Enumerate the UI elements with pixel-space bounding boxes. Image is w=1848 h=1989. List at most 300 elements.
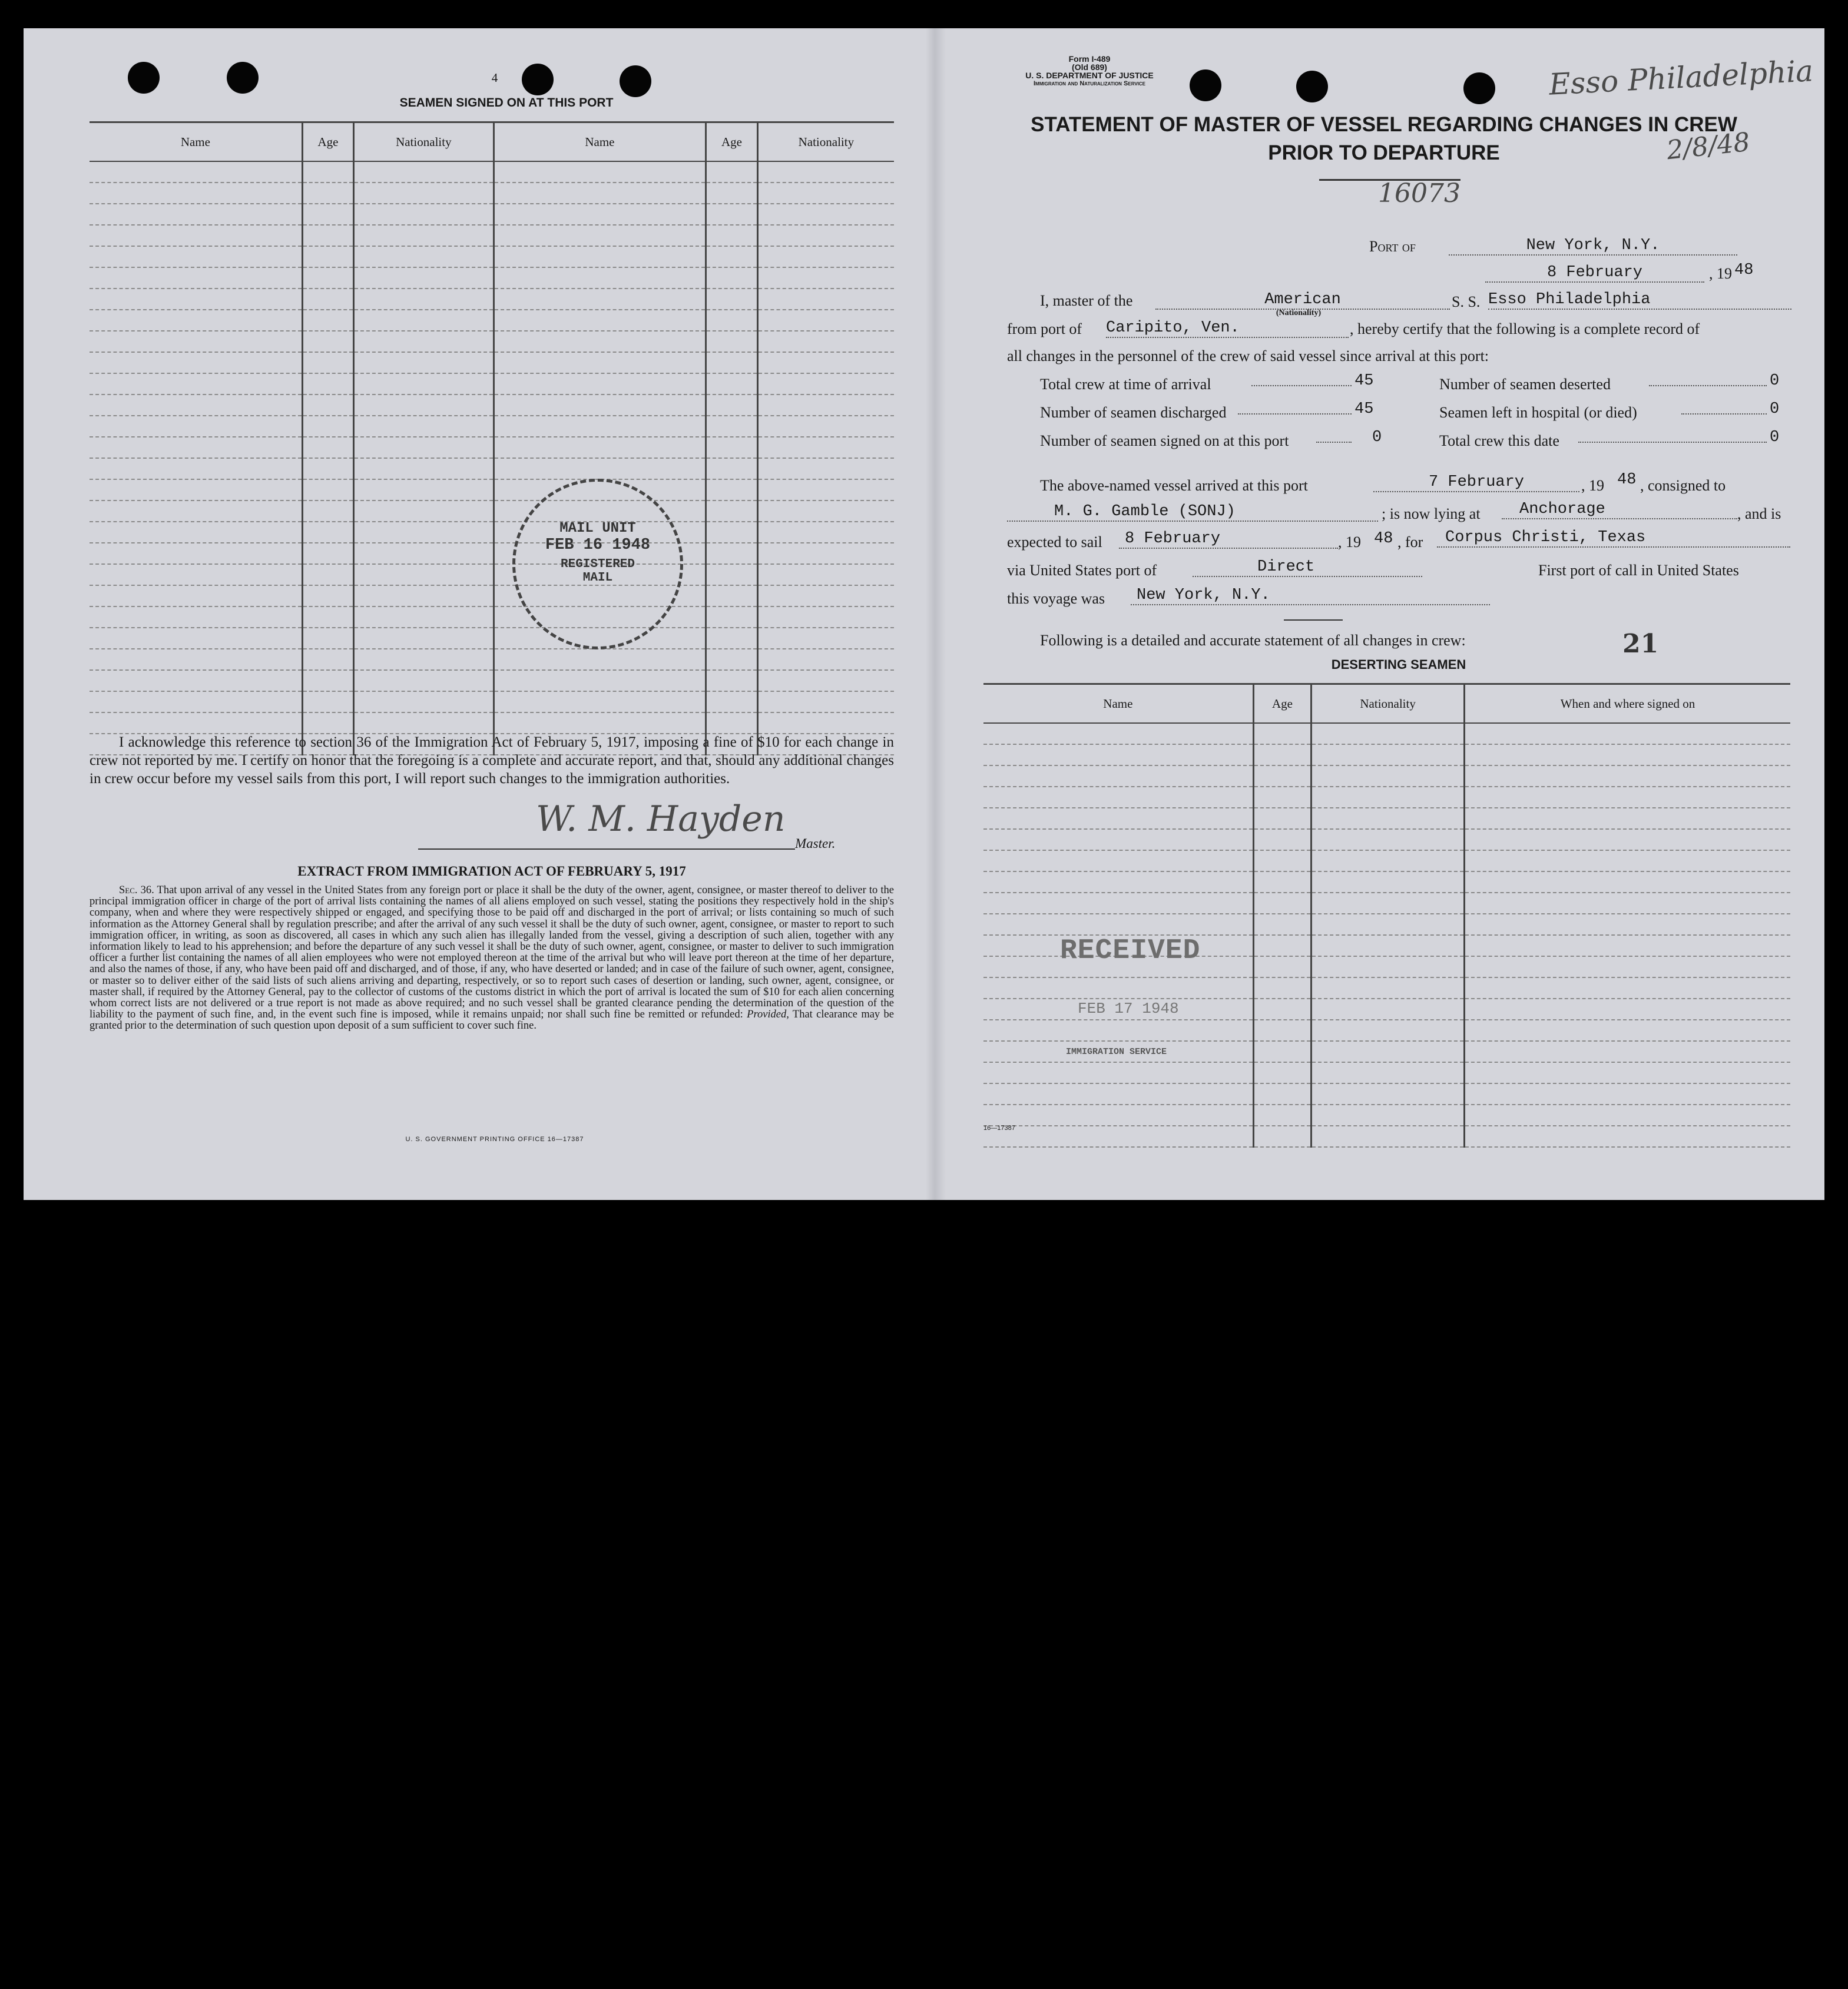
expected-year: 48 [1374, 530, 1393, 548]
table-cell [354, 543, 494, 564]
table-cell [757, 373, 894, 395]
table-cell [90, 204, 302, 225]
table-cell [757, 289, 894, 310]
table-row [983, 1062, 1790, 1083]
table-cell [706, 564, 757, 585]
acknowledgement-paragraph: I acknowledge this reference to section 36 of the Immigration Act of February 5, 1917, imposing a fine of $10 for each change in crew not reported by me. I certify on honor that the foregoing is a complete and accurate report, and that, should any additional changes in crew occur before my vessel sails from this port, I will report such changes to the immigration authorities. [90, 734, 894, 787]
table-cell [354, 225, 494, 246]
table-row [90, 606, 894, 628]
form-old: (Old 689) [1072, 62, 1107, 72]
table-cell [354, 204, 494, 225]
first-port-label: First port of call in United States [1538, 562, 1739, 579]
table-cell [354, 670, 494, 691]
table-cell [1312, 1105, 1465, 1126]
table-cell [757, 649, 894, 670]
table-row [983, 893, 1790, 914]
table-cell [983, 1083, 1253, 1105]
table-cell [1464, 808, 1790, 829]
total-crew-arrival-value: 45 [1354, 372, 1374, 390]
table-cell [706, 289, 757, 310]
extract-title: EXTRACT FROM IMMIGRATION ACT OF FEBRUARY 5, 1917 [297, 864, 686, 879]
hospital-value: 0 [1770, 400, 1780, 418]
table-cell [494, 373, 706, 395]
table-cell [90, 437, 302, 458]
punch-hole [522, 64, 554, 95]
table-cell [757, 204, 894, 225]
table-cell [494, 183, 706, 204]
table-cell [302, 331, 353, 352]
table-cell [302, 310, 353, 331]
table-cell [302, 204, 353, 225]
table-cell [1464, 893, 1790, 914]
table-cell [90, 246, 302, 267]
table-cell [757, 416, 894, 437]
section-title: SEAMEN SIGNED ON AT THIS PORT [399, 96, 614, 110]
table-cell [90, 628, 302, 649]
table-cell [354, 395, 494, 416]
table-cell [1312, 1062, 1465, 1083]
table-cell [90, 479, 302, 500]
table-row [90, 649, 894, 670]
table-cell [1253, 1062, 1312, 1083]
extract-text [90, 885, 894, 1032]
department-name: U. S. DEPARTMENT OF JUSTICE [1025, 71, 1154, 80]
table-cell [90, 606, 302, 628]
table-cell [706, 712, 757, 734]
column-header: Age [1253, 684, 1312, 724]
table-cell [354, 246, 494, 267]
form-header [1001, 55, 1178, 88]
table-row [983, 765, 1790, 787]
table-cell [494, 416, 706, 437]
vessel-name-value: Esso Philadelphia [1488, 291, 1791, 310]
table-cell [90, 416, 302, 437]
table-cell [1253, 977, 1312, 999]
table-cell [757, 628, 894, 649]
table-cell [706, 161, 757, 183]
table-row [983, 1126, 1790, 1147]
punch-hole [620, 65, 651, 97]
table-cell [302, 458, 353, 479]
table-cell [494, 691, 706, 712]
table-row [90, 331, 894, 352]
service-name: Immigration and Naturalization Service [1033, 80, 1145, 87]
table-cell [757, 246, 894, 267]
printing-office-note: U. S. GOVERNMENT PRINTING OFFICE 16—17387 [405, 1136, 584, 1143]
port-value: New York, N.Y. [1449, 237, 1737, 256]
table-row [983, 977, 1790, 999]
column-header: Nationality [757, 122, 894, 162]
column-header: Name [983, 684, 1253, 724]
total-crew-date-label: Total crew this date [1439, 432, 1559, 449]
stamp-date: FEB 16 1948 [545, 536, 651, 554]
table-cell [302, 628, 353, 649]
table-cell [302, 352, 353, 373]
table-cell [706, 373, 757, 395]
table-row [90, 246, 894, 267]
table-row [90, 543, 894, 564]
short-rule [1284, 619, 1343, 621]
leader-dots [1238, 413, 1352, 415]
stamp-text: MAIL UNIT [559, 521, 636, 536]
signed-on-value: 0 [1372, 429, 1382, 446]
received-stamp: RECEIVED [1060, 935, 1201, 967]
master-signature: W. M. Hayden [536, 798, 786, 840]
table-row [90, 500, 894, 522]
table-row [90, 267, 894, 289]
table-cell [706, 267, 757, 289]
table-cell [354, 522, 494, 543]
signed-on-label: Number of seamen signed on at this port [1040, 432, 1289, 449]
table-row [983, 1083, 1790, 1105]
table-cell [302, 712, 353, 734]
table-cell [757, 310, 894, 331]
table-cell [494, 712, 706, 734]
table-cell [354, 183, 494, 204]
expected-label: expected to sail [1007, 533, 1102, 551]
column-header: When and where signed on [1464, 684, 1790, 724]
leader-dots [1578, 442, 1767, 443]
table-cell [494, 246, 706, 267]
total-crew-date-value: 0 [1770, 429, 1780, 446]
table-cell [1312, 871, 1465, 893]
table-row [90, 712, 894, 734]
table-cell [1312, 744, 1465, 765]
table-cell [302, 691, 353, 712]
table-cell [494, 331, 706, 352]
table-cell [706, 225, 757, 246]
table-cell [983, 850, 1253, 871]
table-cell [757, 225, 894, 246]
printing-code: 16—17387 [983, 1125, 1015, 1132]
table-cell [706, 585, 757, 606]
deserting-seamen-title: DESERTING SEAMEN [1331, 657, 1466, 672]
table-cell [494, 310, 706, 331]
table-cell [757, 712, 894, 734]
table-cell [706, 522, 757, 543]
table-cell [90, 395, 302, 416]
table-cell [302, 437, 353, 458]
table-cell [302, 373, 353, 395]
nationality-value: American [1155, 291, 1450, 310]
table-cell [90, 500, 302, 522]
table-cell [90, 458, 302, 479]
table-cell [494, 289, 706, 310]
column-header: Nationality [354, 122, 494, 162]
table-cell [494, 161, 706, 183]
table-cell [706, 352, 757, 373]
table-cell [1464, 1083, 1790, 1105]
table-cell [757, 161, 894, 183]
table-cell [706, 649, 757, 670]
table-cell [302, 500, 353, 522]
table-row [90, 479, 894, 500]
table-row [90, 585, 894, 606]
table-cell [90, 331, 302, 352]
form-number: Form I-489 [1068, 54, 1111, 64]
table-cell [354, 458, 494, 479]
table-cell [757, 691, 894, 712]
table-cell [90, 543, 302, 564]
signature-line [418, 848, 795, 850]
table-cell [302, 543, 353, 564]
following-text: Following is a detailed and accurate statement of all changes in crew: [1040, 632, 1466, 649]
table-cell [983, 808, 1253, 829]
table-cell [90, 183, 302, 204]
table-cell [494, 225, 706, 246]
from-port-value: Caripito, Ven. [1106, 319, 1349, 338]
expected-year-prefix: , 19 [1338, 533, 1361, 551]
document-sheet [24, 28, 1824, 1200]
certify-text-continued: all changes in the personnel of the crew of said vessel since arrival at this port: [1007, 347, 1489, 364]
table-cell [983, 765, 1253, 787]
table-cell [1464, 1020, 1790, 1041]
table-cell [1464, 1041, 1790, 1062]
table-cell [302, 161, 353, 183]
consigned-label: , consigned to [1640, 477, 1726, 494]
table-cell [1464, 1105, 1790, 1126]
table-cell [302, 606, 353, 628]
table-cell [1253, 1041, 1312, 1062]
this-voyage-label: this voyage was [1007, 590, 1105, 607]
table-cell [302, 479, 353, 500]
table-row [983, 850, 1790, 871]
leader-dots [1316, 442, 1352, 443]
lying-value: Anchorage [1502, 500, 1737, 519]
table-cell [354, 479, 494, 500]
table-cell [354, 352, 494, 373]
via-value: Direct [1193, 558, 1422, 577]
table-cell [1464, 723, 1790, 744]
table-cell [90, 267, 302, 289]
punch-hole [128, 62, 160, 94]
table-cell [983, 977, 1253, 999]
table-cell [706, 246, 757, 267]
table-cell [1312, 956, 1465, 977]
table-row [90, 289, 894, 310]
received-stamp-sub: IMMIGRATION SERVICE [1066, 1047, 1167, 1057]
table-cell [757, 395, 894, 416]
table-row [983, 744, 1790, 765]
table-row [983, 829, 1790, 850]
punch-hole [1296, 71, 1328, 102]
via-label: via United States port of [1007, 562, 1157, 579]
table-cell [354, 437, 494, 458]
column-header: Nationality [1312, 684, 1465, 724]
table-cell [983, 871, 1253, 893]
discharged-label: Number of seamen discharged [1040, 404, 1227, 421]
table-cell [302, 289, 353, 310]
table-cell [90, 352, 302, 373]
expected-value: 8 February [1119, 530, 1338, 549]
punch-hole [227, 62, 259, 94]
title-line-1: STATEMENT OF MASTER OF VESSEL REGARDING CHANGES IN CREW [1031, 113, 1737, 136]
discharged-value: 45 [1354, 400, 1374, 418]
deserting-seamen-table [983, 683, 1790, 1148]
table-cell [706, 628, 757, 649]
table-row [90, 691, 894, 712]
for-label: , for [1397, 533, 1423, 551]
and-is-text: , and is [1737, 505, 1781, 522]
table-cell [1464, 1062, 1790, 1083]
table-cell [1312, 1020, 1465, 1041]
table-cell [757, 670, 894, 691]
stamp-text: REGISTERED [560, 558, 635, 571]
table-cell [757, 500, 894, 522]
table-cell [983, 914, 1253, 935]
table-cell [1312, 935, 1465, 956]
table-cell [1312, 893, 1465, 914]
year-value: 48 [1734, 261, 1754, 279]
table-cell [1312, 999, 1465, 1020]
table-cell [1253, 1105, 1312, 1126]
table-cell [983, 1062, 1253, 1083]
table-cell [757, 437, 894, 458]
table-cell [494, 437, 706, 458]
table-cell [1312, 914, 1465, 935]
table-cell [354, 416, 494, 437]
table-cell [1464, 977, 1790, 999]
table-cell [757, 543, 894, 564]
table-cell [1312, 829, 1465, 850]
table-cell [90, 289, 302, 310]
page-number: 4 [491, 71, 498, 85]
table-cell [706, 691, 757, 712]
table-cell [706, 395, 757, 416]
table-cell [983, 723, 1253, 744]
table-cell [354, 691, 494, 712]
table-cell [354, 585, 494, 606]
handwritten-count: 21 [1622, 629, 1659, 659]
table-cell [354, 331, 494, 352]
table-cell [983, 1105, 1253, 1126]
table-cell [354, 289, 494, 310]
table-cell [494, 649, 706, 670]
table-cell [302, 585, 353, 606]
table-cell [354, 649, 494, 670]
table-cell [90, 522, 302, 543]
table-cell [90, 161, 302, 183]
table-cell [706, 183, 757, 204]
table-cell [1253, 871, 1312, 893]
table-row [90, 628, 894, 649]
table-row [983, 723, 1790, 744]
deserted-label: Number of seamen deserted [1439, 376, 1611, 393]
table-cell [757, 331, 894, 352]
table-cell [706, 500, 757, 522]
column-header: Age [706, 122, 757, 162]
table-row [983, 871, 1790, 893]
table-cell [1253, 893, 1312, 914]
table-row [983, 1105, 1790, 1126]
table-cell [354, 500, 494, 522]
port-label: Port of [1369, 238, 1416, 255]
column-header: Name [494, 122, 706, 162]
table-cell [757, 352, 894, 373]
arrived-label: The above-named vessel arrived at this port [1040, 477, 1308, 494]
table-cell [757, 564, 894, 585]
table-cell [494, 670, 706, 691]
table-cell [706, 416, 757, 437]
from-port-label: from port of [1007, 320, 1082, 337]
consignee-value: M. G. Gamble (SONJ) [1007, 503, 1378, 522]
table-cell [1464, 914, 1790, 935]
table-cell [1464, 829, 1790, 850]
deserted-value: 0 [1770, 372, 1780, 390]
table-cell [494, 352, 706, 373]
table-cell [706, 310, 757, 331]
table-cell [1253, 850, 1312, 871]
table-cell [1253, 914, 1312, 935]
table-cell [983, 893, 1253, 914]
title-line-2: PRIOR TO DEPARTURE [1268, 141, 1500, 164]
table-row [90, 395, 894, 416]
stamp-text: MAIL [582, 571, 613, 585]
table-cell [706, 331, 757, 352]
table-row [90, 564, 894, 585]
table-row [983, 808, 1790, 829]
table-cell [983, 1020, 1253, 1041]
table-cell [1253, 808, 1312, 829]
arrived-year-prefix: , 19 [1581, 477, 1604, 494]
table-cell [90, 712, 302, 734]
table-row [90, 204, 894, 225]
table-cell [302, 670, 353, 691]
table-cell [1253, 723, 1312, 744]
table-cell [1312, 723, 1465, 744]
table-cell [1253, 765, 1312, 787]
table-cell [494, 458, 706, 479]
table-cell [90, 670, 302, 691]
table-cell [354, 564, 494, 585]
table-cell [1464, 1126, 1790, 1147]
law-body-end: That clearance may be granted prior to the determination of such question upon deposit of a sum sufficient to cover such fine. [90, 1009, 894, 1032]
table-row [90, 352, 894, 373]
table-cell [706, 606, 757, 628]
table-cell [757, 267, 894, 289]
table-row [90, 458, 894, 479]
table-cell [706, 479, 757, 500]
table-cell [302, 564, 353, 585]
table-cell [302, 416, 353, 437]
certify-text: , hereby certify that the following is a complete record of [1350, 320, 1700, 337]
table-cell [302, 395, 353, 416]
table-row [90, 373, 894, 395]
table-cell [90, 310, 302, 331]
table-cell [354, 373, 494, 395]
table-cell [983, 787, 1253, 808]
for-value: Corpus Christi, Texas [1437, 529, 1790, 548]
form-title [989, 111, 1779, 167]
table-cell [757, 479, 894, 500]
table-cell [302, 246, 353, 267]
table-cell [90, 585, 302, 606]
table-cell [1312, 1083, 1465, 1105]
table-cell [706, 437, 757, 458]
table-body [90, 161, 894, 755]
handwritten-vessel-name: Esso Philadelphia [1548, 54, 1814, 102]
master-of-label: I, master of the [1040, 292, 1133, 309]
table-cell [494, 395, 706, 416]
table-row [90, 416, 894, 437]
law-proviso: Provided, [747, 1009, 789, 1021]
leader-dots [1251, 385, 1352, 386]
received-stamp-date: FEB 17 1948 [1078, 1000, 1179, 1017]
mail-unit-stamp [512, 479, 683, 649]
table-row [90, 310, 894, 331]
table-cell [354, 267, 494, 289]
law-body: That upon arrival of any vessel in the United States from any foreign port or place it shall be the duty of the owner, agent, consignee, or master thereof to deliver to the principal immigration officer in charge of the port of arrival lists containing the names of all aliens employed on such vessel, stating the positions they respectively hold in the ship's company, when and where they were respectively shipped or engaged, and specifying those to be paid off and discharged in the port of arrival; or lists containing so much of such information as the Attorney General shall by regulation prescribe; and after the arrival of any such vessel it shall be the duty of such owner, agent, consignee, or master to report to such immigration officer, in writing, as soon as discovered, all cases in which any such alien has illegally landed from the vessel, giving a description of such alien, together with any information likely to lead to his apprehension; and before the departure of any such vessel it shall be the duty of such owner, agent, consignee, or master to deliver to such immigration officer a further list containing the names of all alien employees who were not employed thereon at the time of the arrival but who will leave port thereon at the time of her departure, and also the names of those, if any, who have been paid off and discharged, and of those, if any, who have deserted or landed; and in case of the failure of such owner, agent, consignee, or master so to deliver either of the said lists of such aliens arriving and departing, respectively, or so to report such cases of desertion or landing, such owner, agent, consignee, or master shall, if required by the Attorney General, pay to the collector of customs of the customs district in which the port of arrival is located the sum of $10 for each alien concerning whom correct lists are not delivered or a true report is not made as above required; and no such vessel shall be granted clearance pending the determination of the question of the liability to the payment of such fine, and, in the event such fine is imposed, while it remains unpaid; nor shall such fine be remitted or refunded: [90, 884, 894, 1021]
